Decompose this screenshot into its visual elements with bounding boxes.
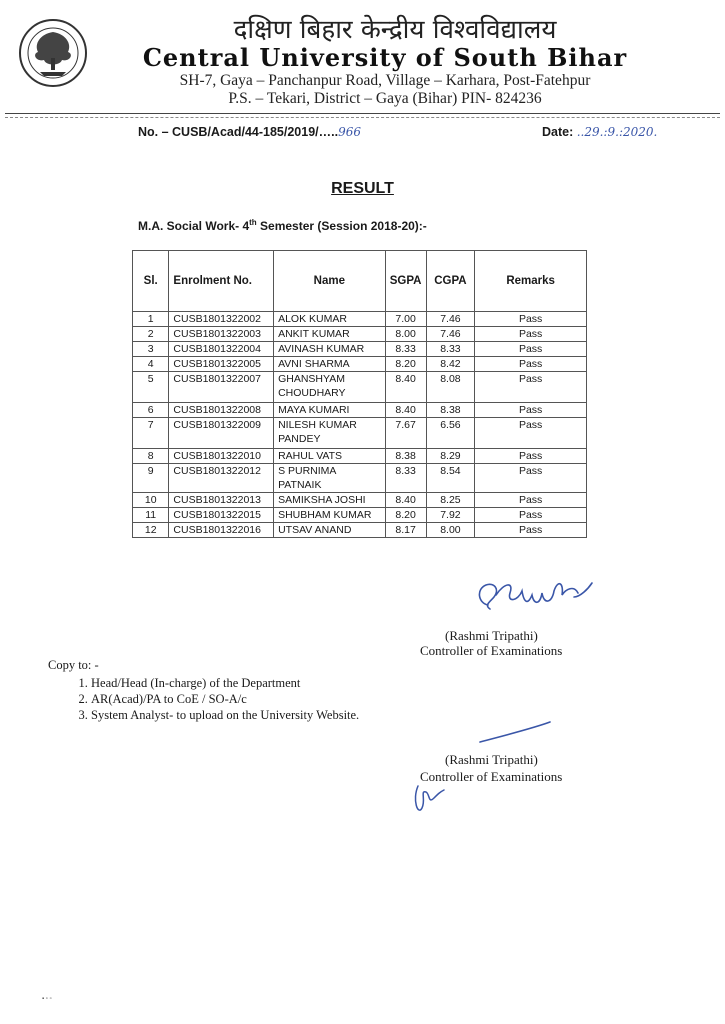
heading-text: RESULT [331,180,394,197]
cell-name: GHANSHYAM CHOUDHARY [274,372,386,403]
cell-remarks: Pass [475,357,587,372]
issue-date [542,125,657,139]
cell-name: UTSAV ANAND [274,523,386,538]
reference-handwritten-number: 966 [338,125,361,139]
list-item: 3. System Analyst- to upload on the University Website. [91,707,359,723]
list-item: 1. Head/Head (In-charge) of the Department [91,675,359,691]
header-divider-dashed [5,117,720,118]
cell-sgpa: 8.40 [385,403,426,418]
cell-cgpa: 8.54 [426,464,475,493]
cell-name: AVNI SHARMA [274,357,386,372]
cell-serial: 2 [133,327,169,342]
cell-name: SHUBHAM KUMAR [274,508,386,523]
header-name: Name [274,251,386,312]
cell-cgpa: 7.46 [426,312,475,327]
cell-sgpa: 8.20 [385,508,426,523]
cell-name: AVINASH KUMAR [274,342,386,357]
copy-to-list [48,675,359,723]
handwritten-signature [470,575,600,620]
subtitle-prefix: M.A. Social Work- 4 [138,219,250,233]
cell-name: MAYA KUMARI [274,403,386,418]
table-header-row [133,251,587,312]
cell-enrolment: CUSB1801322009 [169,418,274,449]
cell-cgpa: 8.38 [426,403,475,418]
cell-serial: 12 [133,523,169,538]
header-cgpa: CGPA [426,251,475,312]
university-name-hindi: दक्षिण बिहार केन्द्रीय विश्वविद्यालय [233,15,557,45]
cell-enrolment: CUSB1801322008 [169,403,274,418]
cell-enrolment: CUSB1801322003 [169,327,274,342]
cell-cgpa: 7.92 [426,508,475,523]
cell-enrolment: CUSB1801322004 [169,342,274,357]
cell-name: ANKIT KUMAR [274,327,386,342]
page-heading [0,180,725,198]
date-handwritten: ..29.:9.:2020. [576,125,658,139]
cell-serial: 11 [133,508,169,523]
cell-remarks: Pass [475,372,587,403]
results-table [132,250,587,538]
cell-remarks: Pass [475,403,587,418]
program-subtitle [138,218,427,233]
table-row [133,327,587,342]
cell-serial: 10 [133,493,169,508]
table-row [133,449,587,464]
cell-sgpa: 7.67 [385,418,426,449]
table-row [133,508,587,523]
table-row [133,357,587,372]
cell-sgpa: 8.38 [385,449,426,464]
cell-sgpa: 8.40 [385,372,426,403]
cell-name: NILESH KUMAR PANDEY [274,418,386,449]
cell-sgpa: 7.00 [385,312,426,327]
cell-remarks: Pass [475,464,587,493]
cell-remarks: Pass [475,508,587,523]
cell-enrolment: CUSB1801322016 [169,523,274,538]
cell-sgpa: 8.40 [385,493,426,508]
cell-enrolment: CUSB1801322007 [169,372,274,403]
list-item: 2. AR(Acad)/PA to CoE / SO-A/c [91,691,359,707]
header-serial: Sl. [133,251,169,312]
cell-serial: 9 [133,464,169,493]
header-remarks: Remarks [475,251,587,312]
cell-name: S PURNIMA PATNAIK [274,464,386,493]
cell-sgpa: 8.17 [385,523,426,538]
cell-cgpa: 8.25 [426,493,475,508]
subtitle-superscript: th [249,218,257,227]
cell-remarks: Pass [475,327,587,342]
cell-cgpa: 8.00 [426,523,475,538]
cell-cgpa: 8.33 [426,342,475,357]
reference-label: No. – CUSB/Acad/44-185/2019/ [138,125,319,139]
signatory-title: Controller of Examinations [420,643,563,658]
cell-serial: 6 [133,403,169,418]
cell-name: RAHUL VATS [274,449,386,464]
cell-name: SAMIKSHA JOSHI [274,493,386,508]
cell-enrolment: CUSB1801322013 [169,493,274,508]
table-row [133,312,587,327]
cell-serial: 1 [133,312,169,327]
cell-remarks: Pass [475,523,587,538]
address-line-2: P.S. – Tekari, District – Gaya (Bihar) PIN- 824236 [228,90,542,107]
cell-remarks: Pass [475,449,587,464]
copy-to-label: Copy to: - [48,658,99,672]
cell-cgpa: 7.46 [426,327,475,342]
university-name-english: Central University of South Bihar [142,43,628,72]
cell-serial: 7 [133,418,169,449]
reference-number [138,125,361,139]
cell-sgpa: 8.20 [385,357,426,372]
cell-enrolment: CUSB1801322010 [169,449,274,464]
cell-sgpa: 8.33 [385,464,426,493]
signatory-name: (Rashmi Tripathi) [445,628,538,643]
table-row [133,403,587,418]
table-row [133,372,587,403]
cell-cgpa: 6.56 [426,418,475,449]
signatory-title-2: Controller of Examinations [420,769,563,784]
copy-to-section [48,658,359,723]
cell-sgpa: 8.33 [385,342,426,357]
cell-enrolment: CUSB1801322005 [169,357,274,372]
cell-cgpa: 8.42 [426,357,475,372]
address-line-1: SH-7, Gaya – Panchanpur Road, Village – Karhara, Post-Fatehpur [179,72,591,89]
header-enrolment: Enrolment No. [169,251,274,312]
reference-dots: ….. [318,125,339,139]
cell-remarks: Pass [475,342,587,357]
cell-serial: 3 [133,342,169,357]
university-logo [18,18,88,88]
cell-serial: 8 [133,449,169,464]
cell-cgpa: 8.08 [426,372,475,403]
cell-enrolment: CUSB1801322012 [169,464,274,493]
cell-name: ALOK KUMAR [274,312,386,327]
cell-serial: 5 [133,372,169,403]
header-sgpa: SGPA [385,251,426,312]
signatory-name-2: (Rashmi Tripathi) [445,752,538,767]
cell-enrolment: CUSB1801322002 [169,312,274,327]
table-row [133,418,587,449]
cell-cgpa: 8.29 [426,449,475,464]
subtitle-suffix: Semester (Session 2018-20):- [256,219,427,233]
table-row [133,523,587,538]
table-row [133,493,587,508]
cell-remarks: Pass [475,493,587,508]
date-label: Date: [542,125,577,139]
header-divider [5,113,720,114]
cell-remarks: Pass [475,312,587,327]
table-row [133,464,587,493]
cell-serial: 4 [133,357,169,372]
table-row [133,342,587,357]
cell-remarks: Pass [475,418,587,449]
page-footnote-mark: ▪ ▫ ▫ [42,996,52,1002]
cell-sgpa: 8.00 [385,327,426,342]
cell-enrolment: CUSB1801322015 [169,508,274,523]
